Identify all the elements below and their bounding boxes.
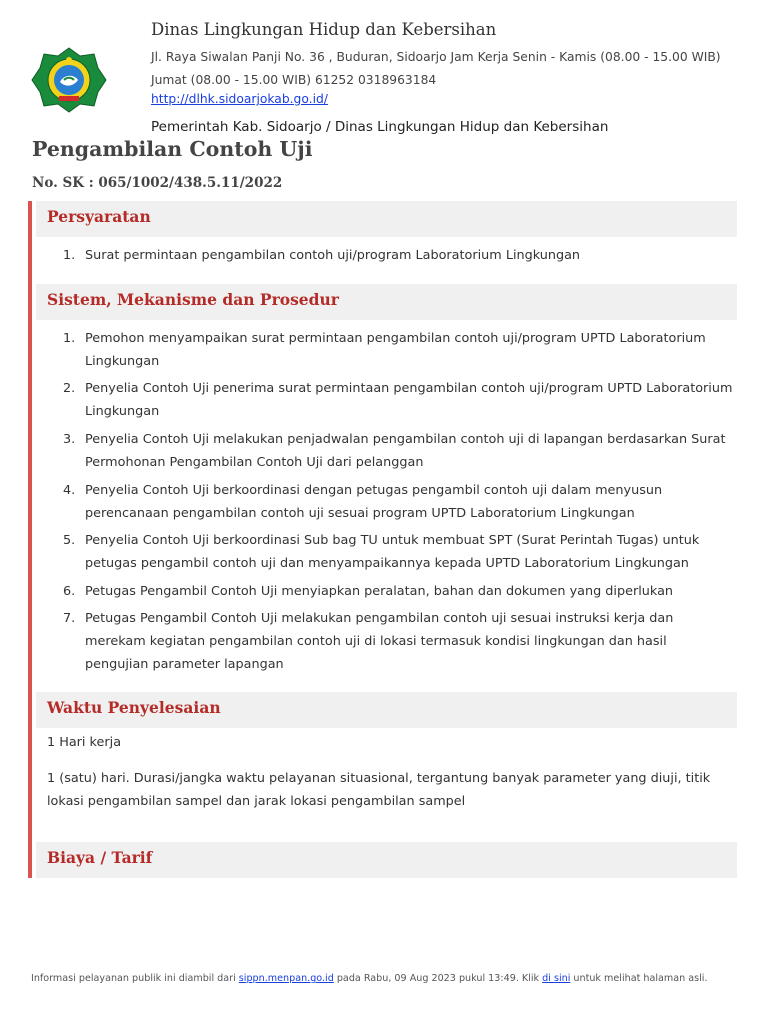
list-text: Surat permintaan pengambilan contoh uji/program Laboratorium Lingkungan xyxy=(85,248,581,263)
list-number: 2. xyxy=(63,381,76,396)
list-item xyxy=(63,479,733,525)
organization-address: Jl. Raya Siwalan Panji No. 36 , Buduran, Sidoarjo Jam Kerja Senin - Kamis (08.00 - 15.00 WIB) Jumat (08.00 - 15.00 WIB) 61252 0318963184 xyxy=(151,50,721,87)
list-number: 1. xyxy=(63,248,76,263)
list-item xyxy=(63,244,733,267)
list-item xyxy=(63,580,733,603)
list-text: Penyelia Contoh Uji penerima surat permintaan pengambilan contoh uji/program UPTD Laboratorium Lingkungan xyxy=(85,381,733,419)
government-breadcrumb: Pemerintah Kab. Sidoarjo / Dinas Lingkungan Hidup dan Kebersihan xyxy=(151,119,609,135)
page-title: Pengambilan Contoh Uji xyxy=(32,137,313,161)
source-footer xyxy=(31,973,708,984)
footer-suffix: untuk melihat halaman asli. xyxy=(570,973,708,984)
list-number: 1. xyxy=(63,331,76,346)
source-link[interactable]: sippn.menpan.go.id xyxy=(238,973,334,984)
list-text: Penyelia Contoh Uji berkoordinasi Sub bag TU untuk membuat SPT (Surat Perintah Tugas) untuk petugas pengambil contoh uji dan menyampaikannya kepada UPTD Laboratorium Lingkungan xyxy=(85,533,700,571)
list-text: Pemohon menyampaikan surat permintaan pengambilan contoh uji/program UPTD Laboratorium Lingkungan xyxy=(85,331,706,369)
section-heading-biaya: Biaya / Tarif xyxy=(36,842,737,878)
sidoarjo-emblem-logo xyxy=(30,46,108,114)
section-heading-prosedur: Sistem, Mekanisme dan Prosedur xyxy=(36,284,737,320)
website-link[interactable]: http://dlhk.sidoarjokab.go.id/ xyxy=(151,92,328,106)
footer-prefix: Informasi pelayanan publik ini diambil dari xyxy=(31,973,239,984)
list-item xyxy=(63,428,733,474)
list-item xyxy=(63,607,733,676)
original-page-link[interactable]: di sini xyxy=(542,973,571,984)
section-heading-waktu: Waktu Penyelesaian xyxy=(36,692,737,728)
service-details xyxy=(28,201,737,878)
list-text: Petugas Pengambil Contoh Uji melakukan pengambilan contoh uji sesuai instruksi kerja dan merekam kegiatan pengambilan contoh uji di lokasi termasuk kondisi lingkungan dan hasil pengujian parameter lapangan xyxy=(85,611,674,672)
sk-number: No. SK : 065/1002/438.5.11/2022 xyxy=(32,175,283,191)
list-item xyxy=(63,529,733,575)
list-number: 5. xyxy=(63,533,76,548)
list-number: 3. xyxy=(63,432,76,447)
list-number: 6. xyxy=(63,584,76,599)
list-item xyxy=(63,377,733,423)
list-text: Penyelia Contoh Uji melakukan penjadwalan pengambilan contoh uji di lapangan berdasarkan Surat Permohonan Pengambilan Contoh Uji dari pelanggan xyxy=(85,432,726,470)
list-text: Penyelia Contoh Uji berkoordinasi dengan petugas pengambil contoh uji dalam menyusun perencanaan pengambilan contoh uji sesuai program UPTD Laboratorium Lingkungan xyxy=(85,483,663,521)
completion-time-value: 1 Hari kerja xyxy=(47,735,122,750)
list-number: 7. xyxy=(63,611,76,626)
section-heading-persyaratan: Persyaratan xyxy=(36,201,737,237)
list-text: Petugas Pengambil Contoh Uji menyiapkan peralatan, bahan dan dokumen yang diperlukan xyxy=(85,584,674,599)
completion-time-note: 1 (satu) hari. Durasi/jangka waktu pelayanan situasional, tergantung banyak parameter yang diuji, titik lokasi pengambilan sampel dan jarak lokasi pengambilan sampel xyxy=(47,771,711,809)
footer-middle: pada Rabu, 09 Aug 2023 pukul 13:49. Klik xyxy=(333,973,543,984)
list-item xyxy=(63,327,733,373)
list-number: 4. xyxy=(63,483,76,498)
organization-name: Dinas Lingkungan Hidup dan Kebersihan xyxy=(151,20,497,39)
